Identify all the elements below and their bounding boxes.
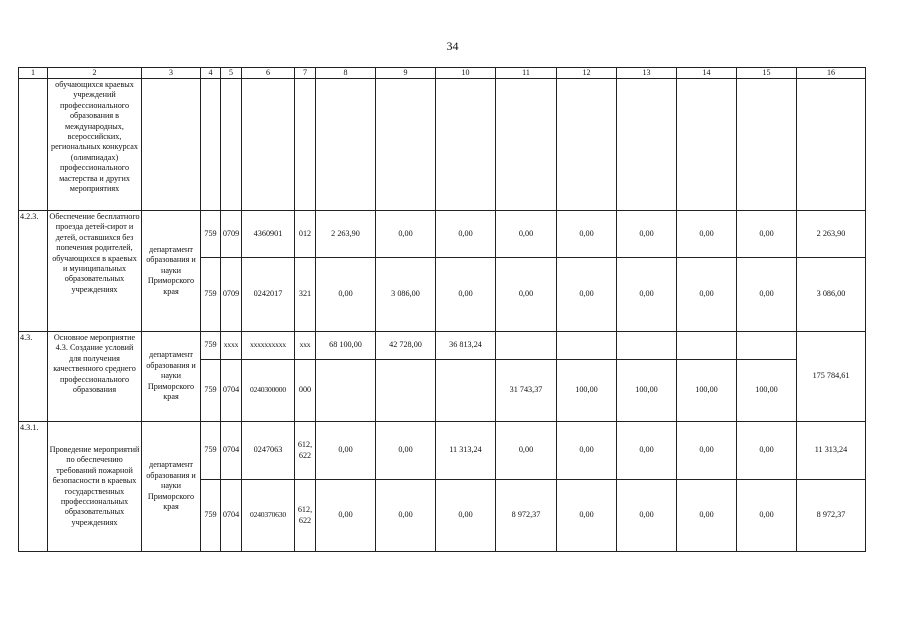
- budget-table: [18, 67, 866, 552]
- amount-cell: 0,00: [376, 211, 436, 258]
- executor: департамент образования и науки Приморского края: [142, 422, 201, 552]
- table-row: [19, 422, 866, 480]
- column-header: 9: [376, 68, 436, 79]
- column-header: 10: [436, 68, 496, 79]
- amount-cell: 0,00: [677, 258, 737, 332]
- event-name: Проведение мероприятий по обеспечению требований пожарной безопасности в краевых государственных профессиональных образовательных учреждениях: [48, 422, 142, 552]
- total-cell: 3 086,00: [797, 258, 866, 332]
- amount-cell: 31 743,37: [496, 360, 557, 422]
- amount-cell: 0,00: [677, 480, 737, 552]
- executor: департамент образования и науки Приморского края: [142, 211, 201, 332]
- amount-cell: 3 086,00: [376, 258, 436, 332]
- section-code: 0709: [221, 258, 242, 332]
- amount-cell: 0,00: [557, 422, 617, 480]
- amount-cell: 0,00: [316, 258, 376, 332]
- amount-cell: 0,00: [436, 258, 496, 332]
- amount-cell: 0,00: [617, 211, 677, 258]
- amount-cell: 0,00: [496, 211, 557, 258]
- target-code: xxxxxxxxxx: [242, 332, 295, 360]
- amount-cell: 2 263,90: [316, 211, 376, 258]
- expense-type: 612, 622: [295, 422, 316, 480]
- row-number: 4.2.3.: [19, 211, 48, 332]
- expense-type: 321: [295, 258, 316, 332]
- row-number: 4.3.1.: [19, 422, 48, 552]
- grbs-code: 759: [201, 422, 221, 480]
- total-cell: 2 263,90: [797, 211, 866, 258]
- column-header: 3: [142, 68, 201, 79]
- total-cell: 175 784,61: [797, 332, 866, 422]
- amount-cell: 0,00: [557, 480, 617, 552]
- column-header: 6: [242, 68, 295, 79]
- amount-cell: 0,00: [737, 258, 797, 332]
- amount-cell: 0,00: [617, 422, 677, 480]
- amount-cell: 0,00: [677, 211, 737, 258]
- header-row: [19, 68, 866, 79]
- expense-type: 000: [295, 360, 316, 422]
- table-row: [19, 211, 866, 258]
- column-header: 14: [677, 68, 737, 79]
- amount-cell: 68 100,00: [316, 332, 376, 360]
- amount-cell: 0,00: [496, 422, 557, 480]
- column-header: 11: [496, 68, 557, 79]
- target-code: 0240300000: [242, 360, 295, 422]
- expense-type: xxx: [295, 332, 316, 360]
- amount-cell: 42 728,00: [376, 332, 436, 360]
- section-code: 0704: [221, 422, 242, 480]
- column-header: 12: [557, 68, 617, 79]
- total-cell: 8 972,37: [797, 480, 866, 552]
- expense-type: 612, 622: [295, 480, 316, 552]
- column-header: 15: [737, 68, 797, 79]
- target-code: 4360901: [242, 211, 295, 258]
- amount-cell: 0,00: [376, 422, 436, 480]
- page-number: 34: [446, 39, 459, 53]
- amount-cell: 100,00: [737, 360, 797, 422]
- section-code: xxxx: [221, 332, 242, 360]
- amount-cell: 100,00: [557, 360, 617, 422]
- executor: департамент образования и науки Приморского края: [142, 332, 201, 422]
- event-name: Обеспечение бесплатного проезда детей-сирот и детей, оставшихся без попечения родителей, обучающихся в краевых и муниципальных образовательных учреждениях: [48, 211, 142, 332]
- column-header: 16: [797, 68, 866, 79]
- amount-cell: 0,00: [557, 211, 617, 258]
- amount-cell: 0,00: [436, 211, 496, 258]
- column-header: 1: [19, 68, 48, 79]
- amount-cell: 0,00: [737, 422, 797, 480]
- amount-cell: 0,00: [436, 480, 496, 552]
- amount-cell: 0,00: [316, 422, 376, 480]
- event-name: обучающихся краевых учреждений профессионального образования в международных, всероссийских, региональных конкурсах (олимпиадах) профессионального мастерства и других мероприятиях: [48, 79, 142, 211]
- column-header: 7: [295, 68, 316, 79]
- amount-cell: 8 972,37: [496, 480, 557, 552]
- grbs-code: 759: [201, 480, 221, 552]
- column-header: 8: [316, 68, 376, 79]
- amount-cell: 0,00: [316, 480, 376, 552]
- column-header: 4: [201, 68, 221, 79]
- total-cell: 11 313,24: [797, 422, 866, 480]
- section-code: 0704: [221, 480, 242, 552]
- amount-cell: 0,00: [496, 258, 557, 332]
- amount-cell: 0,00: [737, 211, 797, 258]
- section-code: 0704: [221, 360, 242, 422]
- row-number: 4.3.: [19, 332, 48, 422]
- amount-cell: 100,00: [677, 360, 737, 422]
- column-header: 5: [221, 68, 242, 79]
- grbs-code: 759: [201, 360, 221, 422]
- grbs-code: 759: [201, 211, 221, 258]
- target-code: 0247063: [242, 422, 295, 480]
- expense-type: 012: [295, 211, 316, 258]
- column-header: 2: [48, 68, 142, 79]
- table-row: [19, 332, 866, 360]
- table-row: [19, 79, 866, 211]
- event-name: Основное мероприятие 4.3. Создание условий для получения качественного среднего профессионального образования: [48, 332, 142, 422]
- amount-cell: 0,00: [557, 258, 617, 332]
- target-code: 0240370630: [242, 480, 295, 552]
- target-code: 0242017: [242, 258, 295, 332]
- section-code: 0709: [221, 211, 242, 258]
- amount-cell: 0,00: [617, 480, 677, 552]
- amount-cell: 0,00: [617, 258, 677, 332]
- amount-cell: 11 313,24: [436, 422, 496, 480]
- amount-cell: 0,00: [376, 480, 436, 552]
- amount-cell: 36 813,24: [436, 332, 496, 360]
- amount-cell: 0,00: [677, 422, 737, 480]
- grbs-code: 759: [201, 258, 221, 332]
- column-header: 13: [617, 68, 677, 79]
- grbs-code: 759: [201, 332, 221, 360]
- amount-cell: 100,00: [617, 360, 677, 422]
- amount-cell: 0,00: [737, 480, 797, 552]
